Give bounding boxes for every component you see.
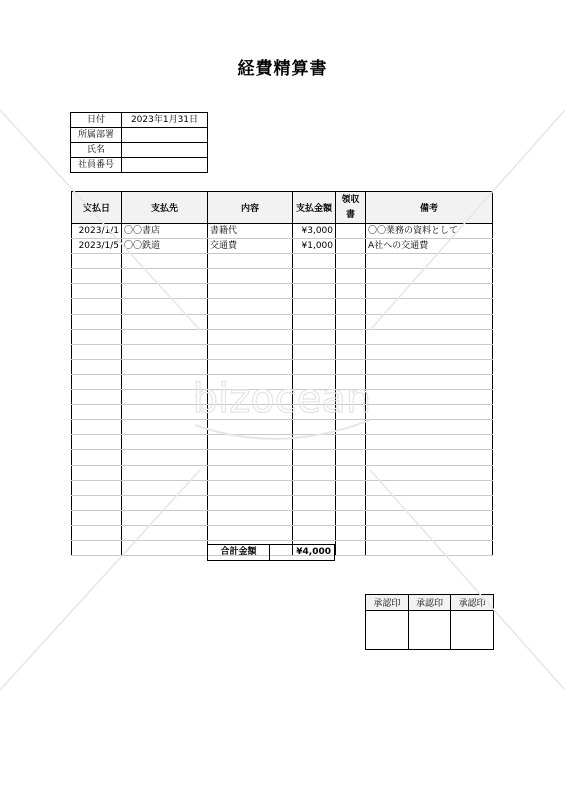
total-label: 合計金額 xyxy=(208,545,270,561)
receipt-cell[interactable] xyxy=(336,299,366,314)
amount-cell[interactable]: ¥1,000 xyxy=(293,239,336,254)
info-row xyxy=(71,113,208,128)
receipt-cell[interactable] xyxy=(336,495,366,510)
receipt-cell[interactable] xyxy=(336,284,366,299)
receipt-cell[interactable] xyxy=(336,359,366,374)
notes-cell[interactable] xyxy=(366,495,493,510)
amount-cell[interactable] xyxy=(293,495,336,510)
info-label: 氏名 xyxy=(71,143,122,158)
amount-cell[interactable] xyxy=(293,525,336,540)
info-row xyxy=(71,128,208,143)
info-row xyxy=(71,158,208,173)
description-cell[interactable] xyxy=(208,465,293,480)
payee-cell[interactable] xyxy=(122,284,208,299)
notes-cell[interactable] xyxy=(366,525,493,540)
table-row xyxy=(72,525,493,540)
notes-cell[interactable] xyxy=(366,254,493,269)
notes-cell[interactable] xyxy=(366,284,493,299)
table-row xyxy=(72,465,493,480)
receipt-cell[interactable] xyxy=(336,450,366,465)
table-row xyxy=(72,480,493,495)
notes-cell[interactable] xyxy=(366,374,493,389)
receipt-cell[interactable] xyxy=(336,480,366,495)
amount-cell[interactable] xyxy=(293,374,336,389)
description-cell[interactable] xyxy=(208,435,293,450)
table-row xyxy=(72,314,493,329)
amount-cell[interactable]: ¥3,000 xyxy=(293,224,336,239)
table-row xyxy=(72,329,493,344)
table-row xyxy=(72,284,493,299)
receipt-cell[interactable] xyxy=(336,374,366,389)
amount-cell[interactable] xyxy=(293,254,336,269)
payee-cell[interactable] xyxy=(122,495,208,510)
notes-cell[interactable] xyxy=(366,359,493,374)
document-title: 経費精算書 xyxy=(237,59,328,79)
payee-cell[interactable]: 〇〇鉄道 xyxy=(122,239,208,254)
receipt-cell[interactable] xyxy=(336,390,366,405)
payee-cell[interactable] xyxy=(122,450,208,465)
amount-cell[interactable] xyxy=(293,269,336,284)
payment-date-cell[interactable] xyxy=(72,329,122,344)
payee-cell[interactable] xyxy=(122,390,208,405)
payment-date-cell[interactable] xyxy=(72,540,122,555)
receipt-cell[interactable] xyxy=(336,435,366,450)
payment-date-cell[interactable] xyxy=(72,495,122,510)
payment-date-cell[interactable] xyxy=(72,269,122,284)
table-row xyxy=(72,405,493,420)
receipt-cell[interactable] xyxy=(336,510,366,525)
amount-cell[interactable] xyxy=(293,420,336,435)
description-cell[interactable] xyxy=(208,450,293,465)
payee-cell[interactable] xyxy=(122,510,208,525)
expense-header-row xyxy=(72,192,493,224)
receipt-cell[interactable] xyxy=(336,254,366,269)
description-cell[interactable] xyxy=(208,525,293,540)
description-cell[interactable] xyxy=(208,390,293,405)
info-value[interactable] xyxy=(122,128,208,143)
amount-cell[interactable] xyxy=(293,284,336,299)
payee-cell[interactable] xyxy=(122,405,208,420)
payment-date-cell[interactable] xyxy=(72,284,122,299)
payee-cell[interactable] xyxy=(122,344,208,359)
description-cell[interactable] xyxy=(208,374,293,389)
receipt-cell[interactable] xyxy=(336,465,366,480)
table-row xyxy=(72,269,493,284)
amount-cell[interactable] xyxy=(293,450,336,465)
payee-cell[interactable] xyxy=(122,420,208,435)
table-row xyxy=(72,435,493,450)
total-value: ¥4,000 xyxy=(270,545,335,561)
header-notes: 備考 xyxy=(366,192,493,224)
approval-stamp-table xyxy=(365,594,494,650)
payee-cell[interactable] xyxy=(122,299,208,314)
description-cell[interactable] xyxy=(208,254,293,269)
approval-stamp-box[interactable] xyxy=(451,611,494,650)
payee-cell[interactable] xyxy=(122,329,208,344)
approval-header: 承認印 xyxy=(408,595,451,611)
notes-cell[interactable] xyxy=(366,480,493,495)
amount-cell[interactable] xyxy=(293,344,336,359)
info-row xyxy=(71,143,208,158)
table-row xyxy=(72,374,493,389)
table-row xyxy=(72,495,493,510)
notes-cell[interactable]: 〇〇業務の資料として xyxy=(366,224,493,239)
payment-date-cell[interactable] xyxy=(72,405,122,420)
notes-cell[interactable] xyxy=(366,314,493,329)
notes-cell[interactable] xyxy=(366,540,493,555)
info-value[interactable] xyxy=(122,143,208,158)
receipt-cell[interactable] xyxy=(336,344,366,359)
header-amount: 支払金額 xyxy=(293,192,336,224)
payment-date-cell[interactable] xyxy=(72,465,122,480)
amount-cell[interactable] xyxy=(293,359,336,374)
payment-date-cell[interactable] xyxy=(72,450,122,465)
info-table xyxy=(70,112,208,173)
amount-cell[interactable] xyxy=(293,435,336,450)
payment-date-cell[interactable] xyxy=(72,420,122,435)
payment-date-cell[interactable] xyxy=(72,314,122,329)
notes-cell[interactable] xyxy=(366,329,493,344)
expense-table xyxy=(71,191,493,556)
payee-cell[interactable] xyxy=(122,540,208,555)
payment-date-cell[interactable] xyxy=(72,390,122,405)
amount-cell[interactable] xyxy=(293,299,336,314)
description-cell[interactable] xyxy=(208,344,293,359)
notes-cell[interactable] xyxy=(366,465,493,480)
payee-cell[interactable] xyxy=(122,374,208,389)
payee-cell[interactable] xyxy=(122,480,208,495)
receipt-cell[interactable] xyxy=(336,269,366,284)
info-value[interactable] xyxy=(122,158,208,173)
payee-cell[interactable] xyxy=(122,435,208,450)
amount-cell[interactable] xyxy=(293,480,336,495)
amount-cell[interactable] xyxy=(293,465,336,480)
description-cell[interactable] xyxy=(208,495,293,510)
approval-header: 承認印 xyxy=(451,595,494,611)
receipt-cell[interactable] xyxy=(336,314,366,329)
payment-date-cell[interactable] xyxy=(72,480,122,495)
payment-date-cell[interactable] xyxy=(72,525,122,540)
table-row xyxy=(72,239,493,254)
info-label: 社員番号 xyxy=(71,158,122,173)
table-row xyxy=(72,420,493,435)
description-cell[interactable] xyxy=(208,359,293,374)
amount-cell[interactable] xyxy=(293,314,336,329)
description-cell[interactable]: 交通費 xyxy=(208,239,293,254)
header-receipt: 領収 書 xyxy=(336,192,366,224)
notes-cell[interactable] xyxy=(366,390,493,405)
description-cell[interactable] xyxy=(208,269,293,284)
description-cell[interactable] xyxy=(208,299,293,314)
payment-date-cell[interactable] xyxy=(72,359,122,374)
table-row xyxy=(72,390,493,405)
notes-cell[interactable] xyxy=(366,420,493,435)
payee-cell[interactable] xyxy=(122,254,208,269)
payee-cell[interactable]: 〇〇書店 xyxy=(122,224,208,239)
header-description: 内容 xyxy=(208,192,293,224)
payee-cell[interactable] xyxy=(122,359,208,374)
table-row xyxy=(72,359,493,374)
info-label: 日付 xyxy=(71,113,122,128)
notes-cell[interactable] xyxy=(366,510,493,525)
notes-cell[interactable] xyxy=(366,344,493,359)
table-row xyxy=(72,510,493,525)
approval-stamp-box[interactable] xyxy=(408,611,451,650)
watermark-logo: bizocean xyxy=(192,376,372,422)
payment-date-cell[interactable]: 2023/1/5 xyxy=(72,239,122,254)
table-row xyxy=(72,344,493,359)
table-row xyxy=(72,224,493,239)
payee-cell[interactable] xyxy=(122,465,208,480)
description-cell[interactable] xyxy=(208,510,293,525)
total-table xyxy=(207,544,335,561)
amount-cell[interactable] xyxy=(293,510,336,525)
description-cell[interactable] xyxy=(208,420,293,435)
notes-cell[interactable] xyxy=(366,405,493,420)
table-row xyxy=(72,254,493,269)
description-cell[interactable] xyxy=(208,314,293,329)
receipt-cell[interactable] xyxy=(336,239,366,254)
header-payee: 支払先 xyxy=(122,192,208,224)
info-label: 所属部署 xyxy=(71,128,122,143)
description-cell[interactable] xyxy=(208,405,293,420)
table-row xyxy=(72,450,493,465)
payee-cell[interactable] xyxy=(122,314,208,329)
amount-cell[interactable] xyxy=(293,405,336,420)
approval-stamp-box[interactable] xyxy=(366,611,409,650)
receipt-cell[interactable] xyxy=(336,224,366,239)
header-payment-date: 支払日 xyxy=(72,192,122,224)
payment-date-cell[interactable] xyxy=(72,344,122,359)
amount-cell[interactable] xyxy=(293,390,336,405)
description-cell[interactable]: 書籍代 xyxy=(208,224,293,239)
receipt-cell[interactable] xyxy=(336,329,366,344)
payee-cell[interactable] xyxy=(122,269,208,284)
receipt-cell[interactable] xyxy=(336,420,366,435)
notes-cell[interactable]: A社への交通費 xyxy=(366,239,493,254)
table-row xyxy=(72,299,493,314)
payment-date-cell[interactable] xyxy=(72,299,122,314)
receipt-cell[interactable] xyxy=(336,540,366,555)
notes-cell[interactable] xyxy=(366,299,493,314)
receipt-cell[interactable] xyxy=(336,525,366,540)
payment-date-cell[interactable] xyxy=(72,254,122,269)
payment-date-cell[interactable] xyxy=(72,374,122,389)
payment-date-cell[interactable] xyxy=(72,510,122,525)
receipt-cell[interactable] xyxy=(336,405,366,420)
info-value[interactable]: 2023年1月31日 xyxy=(122,113,208,128)
description-cell[interactable] xyxy=(208,329,293,344)
payment-date-cell[interactable]: 2023/1/1 xyxy=(72,224,122,239)
notes-cell[interactable] xyxy=(366,435,493,450)
amount-cell[interactable] xyxy=(293,329,336,344)
description-cell[interactable] xyxy=(208,480,293,495)
description-cell[interactable] xyxy=(208,284,293,299)
approval-header: 承認印 xyxy=(366,595,409,611)
notes-cell[interactable] xyxy=(366,450,493,465)
notes-cell[interactable] xyxy=(366,269,493,284)
payment-date-cell[interactable] xyxy=(72,435,122,450)
payee-cell[interactable] xyxy=(122,525,208,540)
